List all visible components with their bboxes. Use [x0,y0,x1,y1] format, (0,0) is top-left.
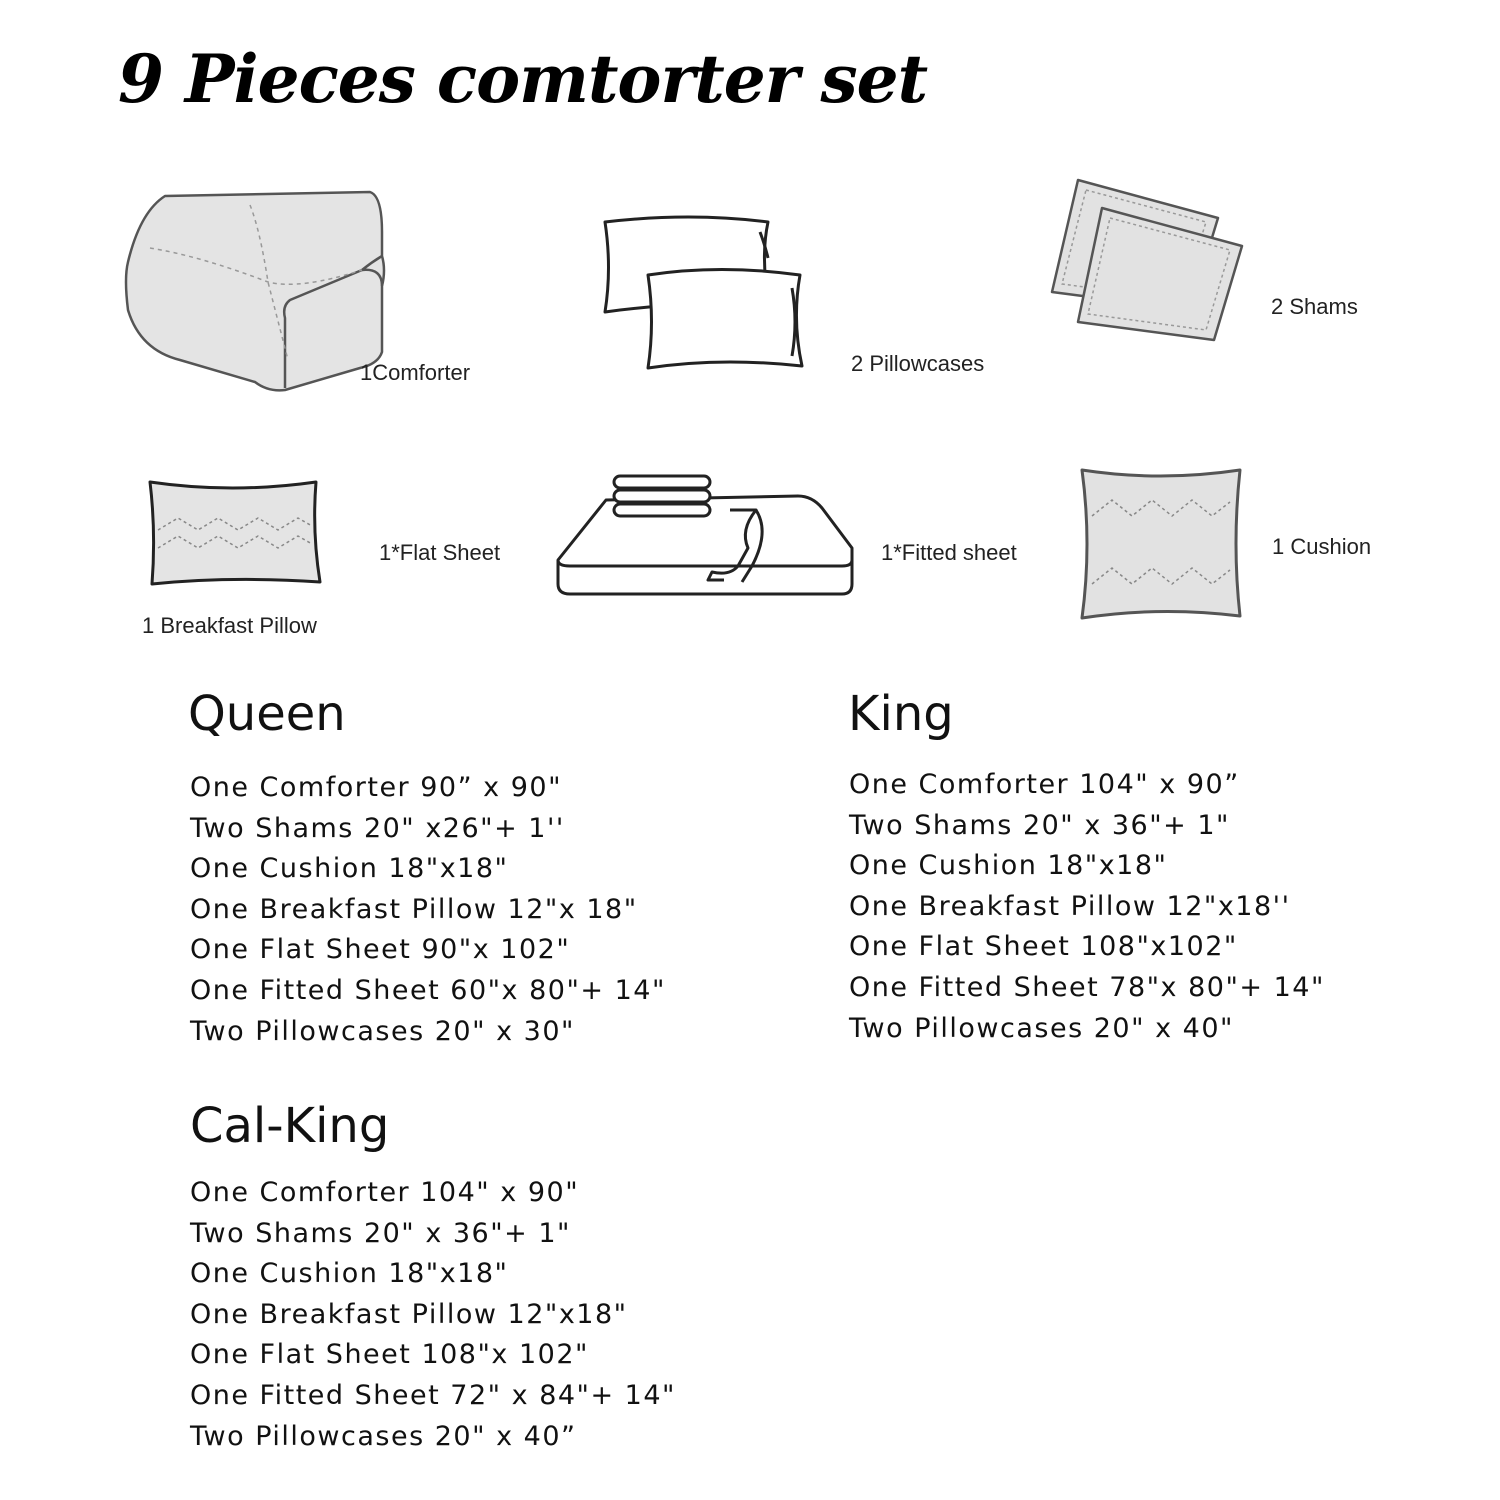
pillowcases-label: 2 Pillowcases [851,351,985,376]
sheets-illustration [558,476,852,594]
list-item: Two Shams 20" x 36"+ 1" [849,809,1230,841]
breakfast-pillow-illustration [150,482,320,584]
cushion-label: 1 Cushion [1272,534,1372,559]
queen-heading: Queen [188,686,346,742]
list-item: One Flat Sheet 108"x102" [849,931,1238,963]
list-item: One Comforter 90” x 90" [190,772,562,803]
comforter-illustration [126,192,384,390]
list-item: Two Pillowcases 20" x 30" [190,1015,575,1047]
flat-sheet-label: 1*Flat Sheet [379,540,501,565]
page-title: 9 Pieces comtorter set [118,40,928,118]
king-spec-list [849,765,1325,1049]
cal-king-heading: Cal-King [190,1098,390,1154]
cal-king-spec-list [190,1173,676,1457]
list-item: One Cushion 18"x18" [849,850,1168,882]
list-item: One Fitted Sheet 60"x 80"+ 14" [190,974,666,1006]
list-item: Two Pillowcases 20" x 40” [190,1420,577,1452]
comforter-label: 1Comforter [360,360,471,385]
list-item: One Flat Sheet 108"x 102" [190,1339,589,1371]
list-item: One Comforter 104" x 90” [849,769,1240,800]
list-item: One Cushion 18"x18" [190,1258,509,1290]
king-heading: King [848,686,954,742]
shams-illustration [1052,180,1242,340]
list-item: Two Pillowcases 20" x 40" [849,1012,1234,1044]
list-item: One Comforter 104" x 90" [190,1177,580,1208]
queen-spec-list [190,768,666,1052]
list-item: Two Shams 20" x 36"+ 1" [190,1217,571,1249]
fitted-sheet-label: 1*Fitted sheet [881,540,1017,565]
shams-label: 2 Shams [1271,294,1358,319]
list-item: One Breakfast Pillow 12"x 18" [190,893,638,925]
breakfast-pillow-label: 1 Breakfast Pillow [142,613,317,638]
list-item: One Cushion 18"x18" [190,853,509,885]
set-illustrations [0,0,1500,660]
list-item: One Fitted Sheet 72" x 84"+ 14" [190,1379,676,1411]
pillowcases-illustration [605,217,802,368]
list-item: One Breakfast Pillow 12"x18'' [849,890,1291,922]
list-item: One Flat Sheet 90"x 102" [190,934,571,966]
list-item: One Fitted Sheet 78"x 80"+ 14" [849,971,1325,1003]
list-item: Two Shams 20" x26"+ 1'' [190,812,565,844]
cushion-illustration [1082,470,1240,618]
list-item: One Breakfast Pillow 12"x18" [190,1298,628,1330]
